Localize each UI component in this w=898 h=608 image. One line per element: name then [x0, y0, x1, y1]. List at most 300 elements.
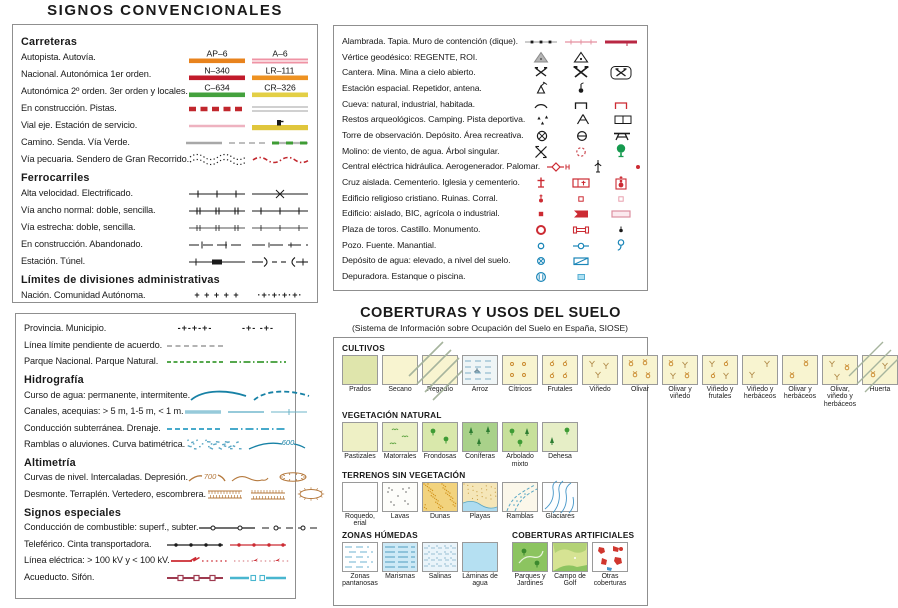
swatch-color-box	[422, 542, 458, 572]
svg-text:AP–6: AP–6	[206, 48, 228, 58]
legend-row-label: Curso de agua: permanente, intermitente.	[24, 389, 191, 400]
bathymetric-curve-icon	[248, 436, 306, 452]
legend-row-symbols	[184, 404, 308, 418]
swatch-label: Olivar y viñedo	[668, 386, 692, 401]
rail-construction-icon	[188, 237, 246, 251]
landcover-section	[342, 410, 639, 468]
swatch-zonas-pantanosas	[342, 542, 378, 588]
legend-row	[24, 320, 287, 337]
swatch-label: Playas	[469, 513, 491, 521]
swatch-olivar-y-herbáceos	[782, 355, 818, 408]
swatch-label: Arroz	[471, 386, 489, 393]
legend-row	[342, 253, 639, 269]
swatch-label: Otras coberturas	[593, 572, 627, 588]
legend-row-label: Vía estrecha: doble, sencilla.	[21, 221, 136, 232]
legend-row-label: Acueducto. Sifón.	[24, 571, 95, 582]
legend-row-label: Curvas de nivel. Intercaladas. Depresión.	[24, 472, 188, 483]
watermill-icon	[563, 144, 599, 158]
swatch-color-box	[512, 542, 548, 572]
agro-industrial-building-icon	[603, 206, 639, 220]
legend-row-label: Cruz aislada. Cementerio. Iglesia y cementerio.	[342, 177, 520, 188]
legend-row-label: Molino: de viento, de agua. Árbol singular.	[342, 145, 500, 156]
swatch-color-box	[422, 482, 458, 512]
swatch-label: Huerta	[869, 386, 891, 393]
swatch-label: Frutales	[547, 386, 573, 393]
legend-row-symbols	[540, 159, 656, 173]
legend-row-label: Autopista. Autovía.	[21, 51, 96, 62]
swatch-color-box	[502, 422, 538, 452]
legend-row	[24, 436, 295, 453]
legend-row	[342, 143, 639, 159]
swatch-color-box	[542, 422, 578, 452]
legend-row-symbols	[188, 83, 309, 99]
svg-text:H: H	[564, 164, 571, 172]
ruins-icon	[563, 191, 599, 205]
landcover-section	[342, 343, 891, 408]
swatch-color-box	[462, 355, 498, 385]
road-axis-icon	[188, 118, 246, 132]
legend-row-symbols	[523, 65, 639, 80]
legend-row-label: Estación. Túnel.	[21, 255, 86, 266]
legend-row-symbols	[185, 254, 309, 268]
legend-row-symbols	[525, 112, 641, 126]
legend-row	[342, 268, 639, 284]
swatch-label: Olivar, viñedo y herbáceos	[823, 386, 857, 408]
swatch-grid	[342, 482, 639, 528]
legend-section-heading: Carreteras	[21, 36, 78, 48]
swatch-label: Viñedo y frutales	[706, 386, 734, 401]
legend-row-label: Estación espacial. Repetidor, antena.	[342, 82, 482, 93]
geodesic-vertex-regente-icon	[523, 50, 559, 64]
swatch-color-box	[582, 355, 618, 385]
legend-row-symbols	[185, 203, 309, 217]
legend-row-symbols	[163, 421, 287, 435]
swatch-color-box	[462, 422, 498, 452]
swatch-color-box	[382, 355, 418, 385]
cave-industrial-icon	[563, 97, 599, 111]
swatch-label: Campo de Golf	[554, 572, 586, 588]
legend-row-symbols	[189, 151, 310, 167]
national-park-icon	[166, 354, 224, 368]
legend-row-symbols	[185, 237, 309, 251]
landfill-icon	[292, 486, 330, 502]
singular-tree-icon	[603, 143, 639, 158]
legend-row-label: Línea eléctrica: > 100 kV y < 100 kV.	[24, 555, 170, 566]
water-tower-icon	[523, 253, 559, 267]
swatch-viñedo	[582, 355, 618, 408]
depression-icon	[274, 469, 312, 485]
swatch-glaciares	[542, 482, 578, 528]
landcover-section-heading: COBERTURAS ARTIFICIALES	[512, 529, 635, 540]
legend-row-symbols	[185, 290, 309, 300]
legend-row-symbols	[185, 101, 309, 115]
legend-row-symbols	[163, 537, 287, 551]
swatch-label: Secano	[388, 386, 412, 393]
road-a6-icon	[251, 49, 309, 65]
legend-row-symbols	[185, 220, 309, 234]
cable-car-icon	[166, 537, 224, 551]
swatch-color-box	[382, 542, 418, 572]
legend-row-symbols	[523, 50, 639, 64]
observation-tower-icon	[524, 128, 560, 142]
legend-row-label: Vial eje. Estación de servicio.	[21, 119, 138, 130]
legend-row	[21, 150, 309, 167]
legend-row-label: Edificio religioso cristiano. Ruinas. Corral.	[342, 192, 498, 203]
swatch-label: Arbolado mixto	[506, 453, 534, 468]
border-autonomous-community-icon: ·+·+·+·+·	[257, 289, 303, 300]
legend-row	[21, 235, 309, 252]
fuel-pipe-surface-icon	[198, 520, 256, 534]
road-lr111-icon	[251, 66, 309, 82]
legend-row-label: Alta velocidad. Electrificado.	[21, 187, 133, 198]
landcover-section	[342, 528, 498, 588]
retaining-wall-dike-icon	[603, 34, 639, 48]
drainage-icon	[229, 421, 287, 435]
legend-row	[342, 159, 639, 175]
swatch-label: Glaciares	[545, 513, 575, 521]
path-icon	[185, 135, 223, 149]
legend-row	[342, 174, 639, 190]
livestock-track-icon	[189, 151, 247, 167]
legend-row-label: Pozo. Fuente. Manantial.	[342, 239, 437, 250]
rail-electrified-icon	[251, 186, 309, 200]
space-station-icon	[523, 81, 559, 95]
legend-row	[24, 403, 287, 420]
legend-row-symbols	[523, 222, 639, 236]
legend-row	[24, 469, 287, 486]
legend-row-symbols	[523, 143, 639, 158]
swatch-color-box	[422, 355, 458, 385]
legend-row-label: Cueva: natural, industrial, habitada.	[342, 98, 475, 109]
legend-row	[21, 201, 309, 218]
swatch-color-box	[542, 482, 578, 512]
landcover-section-heading: VEGETACIÓN NATURAL	[342, 410, 442, 421]
hydro-power-plant-icon	[540, 159, 576, 173]
narrow-rail-single-icon	[251, 220, 309, 234]
roads-legend-panel	[12, 24, 318, 303]
legend-row-label: En construcción. Pistas.	[21, 102, 117, 113]
landcover-section	[512, 528, 634, 588]
gr-trail-icon	[252, 151, 310, 167]
canal-narrow-icon	[270, 404, 308, 418]
bullring-icon	[523, 222, 559, 236]
swatch-label: Dehesa	[548, 453, 572, 461]
legend-row	[21, 116, 309, 133]
swatch-color-box	[662, 355, 698, 385]
swatch-olivar-viñedo-y-herbáceos	[822, 355, 858, 408]
legend-row	[21, 82, 309, 99]
legend-row-symbols	[523, 97, 639, 111]
swatch-láminas-de-agua	[462, 542, 498, 588]
legend-row-symbols	[185, 66, 309, 82]
swatch-regadío	[422, 355, 458, 408]
wall-icon	[563, 34, 599, 48]
legend-row-symbols	[190, 387, 311, 403]
via-verde-icon	[271, 135, 309, 149]
swatch-label: Salinas	[428, 572, 452, 580]
rail-high-speed-icon	[188, 186, 246, 200]
point-symbols-legend-panel	[333, 25, 648, 291]
svg-text:600: 600	[281, 438, 295, 448]
swatch-ramblas	[502, 482, 538, 528]
legend-row	[24, 337, 287, 354]
coberturas-subtitle: (Sistema de Información sobre Ocupación del Suelo en España, SIOSE)	[351, 323, 629, 333]
rail-station-icon	[188, 254, 246, 268]
legend-row	[342, 206, 639, 222]
swatch-color-box	[702, 355, 738, 385]
legend-row	[342, 49, 639, 65]
swatch-arroz	[462, 355, 498, 408]
legend-row-label: Autonómica 2º orden. 3er orden y locales.	[21, 85, 188, 96]
legend-row-label: Edificio: aislado, BIC, agrícola o industrial.	[342, 208, 500, 219]
legend-row	[21, 184, 309, 201]
swatch-label: Roquedo, erial	[345, 513, 375, 528]
cave-natural-icon	[523, 97, 559, 111]
legend-row	[24, 486, 287, 503]
isolated-building-icon	[523, 206, 559, 220]
dovecote-icon	[620, 159, 656, 173]
swatch-label: Prados	[349, 386, 371, 393]
legend-row-label: Central eléctrica hidráulica. Aerogenerador. Palomar.	[342, 161, 541, 172]
swatch-pastizales	[342, 422, 378, 468]
swatch-color-box	[542, 355, 578, 385]
legend-row-symbols	[188, 469, 312, 485]
legend-row	[21, 133, 309, 150]
swatch-huerta	[862, 355, 898, 408]
swatch-label: Frondosas	[423, 453, 457, 461]
coberturas-title: COBERTURAS Y USOS DEL SUELO	[360, 305, 621, 321]
border-municipality-icon: -+- -+-	[241, 323, 274, 334]
contour-intermediate-icon	[231, 469, 269, 485]
swatch-label: Pastizales	[344, 453, 376, 461]
fuel-pipe-underground-icon	[261, 520, 319, 534]
swatch-parques-y-jardines	[512, 542, 548, 588]
swatch-salinas	[422, 542, 458, 588]
legend-row-label: Conducción de combustible: superf., subter.	[24, 522, 199, 533]
legend-row-symbols	[185, 436, 306, 452]
legend-row-label: Canales, acequias: > 5 m, 1-5 m, < 1 m.	[24, 406, 184, 417]
bic-building-icon	[563, 206, 599, 220]
legend-row-symbols	[163, 323, 287, 333]
legend-row-label: Provincia. Municipio.	[24, 323, 107, 334]
swatch-label: Coníferas	[465, 453, 495, 461]
swatch-color-box	[342, 355, 378, 385]
repeater-antenna-icon	[563, 81, 599, 95]
legend-row	[24, 353, 287, 370]
rail-tunnel-icon	[251, 254, 309, 268]
legend-section-heading: Altimetría	[24, 457, 76, 470]
swatch-color-box	[622, 355, 658, 385]
swatch-lavas	[382, 482, 418, 528]
legend-row-symbols	[523, 206, 639, 220]
swatch-grid	[342, 422, 639, 468]
well-icon	[523, 238, 559, 252]
legend-row-label: Vértice geodésico: REGENTE, ROI.	[342, 51, 478, 62]
swatch-frutales	[542, 355, 578, 408]
legend-row-symbols	[206, 486, 330, 502]
swatch-color-box	[382, 422, 418, 452]
cemetery-icon	[563, 175, 599, 189]
landcover-section	[342, 470, 639, 528]
mine-icon	[563, 65, 599, 79]
legend-section-heading: Hidrografía	[24, 374, 84, 387]
christian-religious-building-icon	[523, 191, 559, 205]
road-construction-icon	[188, 101, 246, 115]
corral-icon	[603, 191, 639, 205]
legend-row-label: Nacional. Autonómica 1er orden.	[21, 68, 152, 79]
treatment-plant-icon	[523, 269, 559, 283]
contour-line-icon	[188, 469, 226, 485]
legend-row-symbols	[523, 34, 639, 48]
legend-row	[24, 535, 287, 552]
isolated-cross-icon	[523, 175, 559, 189]
legend-row-symbols	[523, 81, 639, 95]
service-station-icon	[251, 117, 309, 133]
swatch-viñedo-y-herbáceos	[742, 355, 778, 408]
legend-row-label: Plaza de toros. Castillo. Monumento.	[342, 224, 481, 235]
legend-row-symbols	[524, 128, 640, 142]
legend-row	[21, 252, 309, 269]
swatch-color-box	[552, 542, 588, 572]
swatch-roquedo-erial	[342, 482, 378, 528]
swatch-cítricos	[502, 355, 538, 408]
canal-mid-icon	[227, 404, 265, 418]
windmill-icon	[523, 144, 559, 158]
landcover-section-heading: CULTIVOS	[342, 343, 385, 353]
border-nation-icon: + + + + +	[194, 289, 240, 300]
legend-row	[342, 221, 639, 237]
legend-row	[342, 64, 639, 80]
river-intermittent-icon	[253, 387, 311, 403]
legend-row-label: Cantera. Mina. Mina a cielo abierto.	[342, 67, 476, 78]
swatch-grid	[342, 542, 498, 588]
swatch-grid	[512, 542, 634, 588]
road-ap6-icon	[188, 49, 246, 65]
legend-row-symbols	[170, 553, 291, 567]
wash-alluvium-icon	[185, 437, 243, 452]
road-c634-icon	[188, 83, 246, 99]
legend-section-heading: Límites de divisiones administrativas	[21, 274, 220, 286]
swatch-color-box	[502, 355, 538, 385]
legend-row-symbols	[185, 49, 309, 65]
legend-row-label: Línea límite pendiente de acuerdo.	[24, 339, 163, 350]
swatch-color-box	[462, 482, 498, 512]
empty-icon	[229, 338, 287, 352]
swatch-prados	[342, 355, 378, 408]
swatch-viñedo-y-frutales	[702, 355, 738, 408]
swatch-playas	[462, 482, 498, 528]
swatch-dunas	[422, 482, 458, 528]
legend-row-label: Vía pecuaria. Sendero de Gran Recorrido.	[21, 153, 190, 164]
legend-row	[24, 386, 287, 403]
underground-conduit-icon	[166, 421, 224, 435]
embankment-icon	[249, 487, 287, 502]
cutting-icon	[206, 487, 244, 502]
rail-single-icon	[251, 203, 309, 217]
power-line-low-icon	[233, 553, 291, 567]
swatch-color-box	[342, 542, 378, 572]
swatch-frondosas	[422, 422, 458, 468]
pending-boundary-icon	[166, 338, 224, 352]
tank-icon	[564, 128, 600, 142]
legend-row-symbols	[185, 135, 309, 149]
svg-text:700: 700	[203, 472, 217, 482]
swatch-arbolado-mixto	[502, 422, 538, 468]
legend-row-symbols	[523, 253, 639, 267]
legend-row-label: Depósito de agua: elevado, a nivel del suelo.	[342, 255, 511, 266]
swatch-color-box	[822, 355, 858, 385]
landcover-legend-panel	[333, 337, 891, 606]
legend-row	[342, 111, 639, 127]
track-icon	[251, 101, 309, 115]
swatch-label: Dunas	[430, 513, 450, 521]
natural-park-icon	[229, 354, 287, 368]
swatch-color-box	[502, 482, 538, 512]
legend-row-label: Camino. Senda. Vía Verde.	[21, 136, 130, 147]
legend-row	[342, 80, 639, 96]
legend-row-label: Conducción subterránea. Drenaje.	[24, 422, 161, 433]
narrow-rail-double-icon	[188, 220, 246, 234]
spring-icon	[603, 237, 639, 252]
legend-row	[24, 519, 287, 536]
legend-row-label: Torre de observación. Depósito. Área recreativa.	[342, 129, 524, 140]
swatch-color-box	[782, 355, 818, 385]
legend-section-heading: Signos especiales	[24, 506, 122, 519]
swatch-color-box	[592, 542, 628, 572]
swatch-matorrales	[382, 422, 418, 468]
archaeological-remains-icon	[525, 112, 561, 126]
rail-double-icon	[188, 203, 246, 217]
svg-text:LR–111: LR–111	[265, 65, 295, 75]
legend-row-label: Parque Nacional. Parque Natural.	[24, 356, 159, 367]
swatch-label: Matorrales	[383, 453, 417, 461]
legend-row-symbols	[523, 269, 639, 283]
swatch-secano	[382, 355, 418, 408]
svg-text:A–6: A–6	[272, 48, 288, 58]
svg-text:CR–326: CR–326	[264, 82, 296, 92]
swatch-label: Olivar	[631, 386, 649, 393]
open-pit-mine-icon	[603, 65, 639, 80]
canal-wide-icon	[184, 404, 222, 418]
castle-icon	[563, 222, 599, 236]
swatch-label: Olivar y herbáceos	[783, 386, 817, 401]
swatch-color-box	[742, 355, 778, 385]
legend-row-symbols	[523, 237, 639, 252]
legend-row	[24, 552, 287, 569]
swatch-olivar-y-viñedo	[662, 355, 698, 408]
power-line-high-icon	[170, 553, 228, 567]
signos-convencionales-title: SIGNOS CONVENCIONALES	[47, 2, 283, 19]
wire-fence-icon	[523, 34, 559, 48]
legend-row-symbols	[163, 338, 287, 352]
swatch-grid	[342, 355, 891, 408]
swatch-label: Zonas pantanosas	[342, 572, 378, 588]
border-province-icon: -+-+-+-	[177, 323, 213, 334]
cave-inhabited-icon	[603, 97, 639, 111]
monument-icon	[603, 222, 639, 236]
swatch-label: Lavas	[390, 513, 410, 521]
legend-row-label: Teleférico. Cinta transportadora.	[24, 538, 152, 549]
legend-row-label: En construcción. Abandonado.	[21, 238, 143, 249]
legend-row-symbols	[185, 186, 309, 200]
legend-row	[21, 286, 309, 303]
siphon-icon	[229, 570, 287, 584]
road-n340-icon	[188, 66, 246, 82]
legend-row-symbols	[198, 520, 319, 534]
camping-icon	[565, 112, 601, 126]
quarry-icon	[523, 65, 559, 79]
legend-row	[342, 237, 639, 253]
